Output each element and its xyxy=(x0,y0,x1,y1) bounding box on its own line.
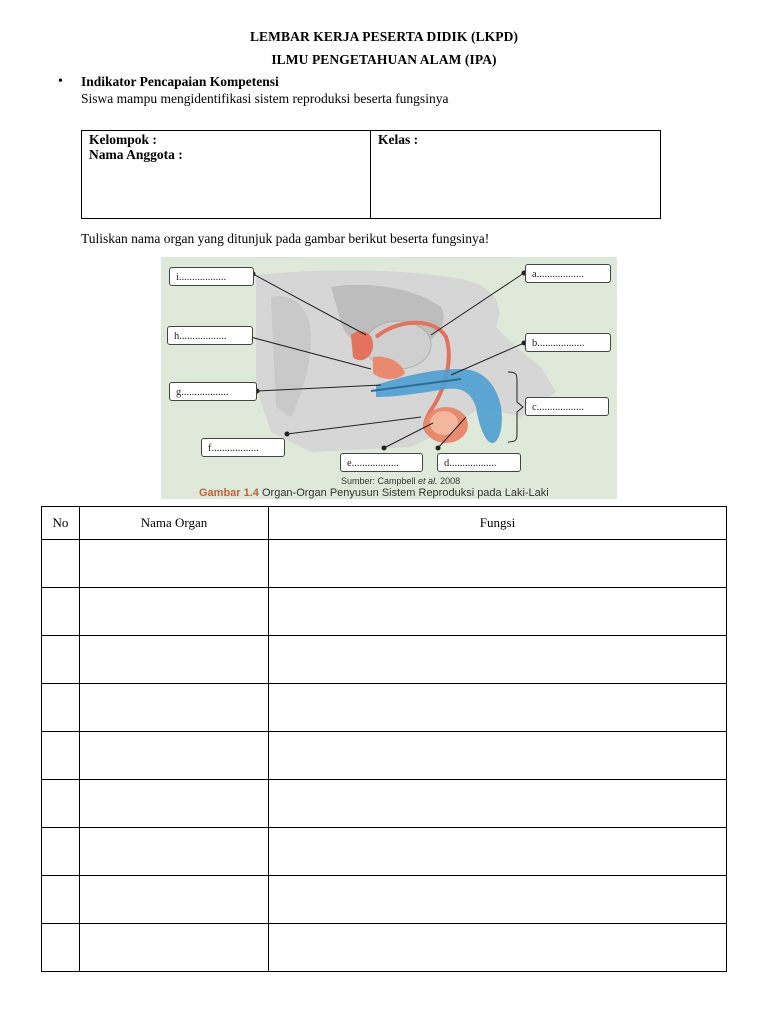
table-row xyxy=(42,684,727,732)
cell-nama-organ[interactable] xyxy=(80,780,269,828)
header-nama-organ: Nama Organ xyxy=(80,507,269,540)
table-row xyxy=(42,732,727,780)
cell-nama-organ[interactable] xyxy=(80,540,269,588)
cell-nama-organ[interactable] xyxy=(80,876,269,924)
cell-fungsi[interactable] xyxy=(269,732,727,780)
cell-no[interactable] xyxy=(42,924,80,972)
label-e[interactable]: e.................. xyxy=(340,453,423,472)
cell-no[interactable] xyxy=(42,828,80,876)
header-fungsi: Fungsi xyxy=(269,507,727,540)
cell-nama-organ[interactable] xyxy=(80,732,269,780)
label-h[interactable]: h.................. xyxy=(167,326,253,345)
worksheet-title: LEMBAR KERJA PESERTA DIDIK (LKPD) xyxy=(249,29,519,44)
bullet-icon: • xyxy=(58,74,63,89)
table-row xyxy=(42,924,727,972)
cell-no[interactable] xyxy=(42,636,80,684)
cell-nama-organ[interactable] xyxy=(80,924,269,972)
cell-fungsi[interactable] xyxy=(269,636,727,684)
cell-fungsi[interactable] xyxy=(269,876,727,924)
figure-caption xyxy=(199,487,549,499)
figure-source: Sumber: Campbell et al. 2008 xyxy=(341,476,461,486)
cell-no[interactable] xyxy=(42,780,80,828)
label-c[interactable]: c.................. xyxy=(525,397,609,416)
kelompok-label: Kelompok : xyxy=(89,132,157,147)
subject-title: ILMU PENGETAHUAN ALAM (IPA) xyxy=(271,52,497,67)
table-row xyxy=(42,540,727,588)
cell-no[interactable] xyxy=(42,588,80,636)
cell-fungsi[interactable] xyxy=(269,828,727,876)
instruction-text: Tuliskan nama organ yang ditunjuk pada gambar berikut beserta fungsinya! xyxy=(81,231,490,246)
cell-no[interactable] xyxy=(42,684,80,732)
table-row xyxy=(42,780,727,828)
organ-function-table xyxy=(41,506,727,972)
cell-fungsi[interactable] xyxy=(269,684,727,732)
cell-fungsi[interactable] xyxy=(269,540,727,588)
indicator-text: Siswa mampu mengidentifikasi sistem reproduksi beserta fungsinya xyxy=(81,91,449,106)
kelas-label: Kelas : xyxy=(378,132,419,147)
table-header-row xyxy=(42,507,727,540)
label-d[interactable]: d.................. xyxy=(437,453,521,472)
group-members-cell[interactable] xyxy=(82,131,371,218)
label-f[interactable]: f.................. xyxy=(201,438,285,457)
label-b[interactable]: b.................. xyxy=(525,333,611,352)
label-a[interactable]: a.................. xyxy=(525,264,611,283)
cell-nama-organ[interactable] xyxy=(80,588,269,636)
table-row xyxy=(42,828,727,876)
cell-fungsi[interactable] xyxy=(269,924,727,972)
table-row xyxy=(42,876,727,924)
cell-fungsi[interactable] xyxy=(269,588,727,636)
caption-number: Gambar 1.4 xyxy=(199,487,259,499)
caption-text: Organ-Organ Penyusun Sistem Reproduksi pada Laki-Laki xyxy=(258,487,549,499)
class-cell[interactable] xyxy=(371,131,660,218)
cell-no[interactable] xyxy=(42,540,80,588)
label-g[interactable]: g.................. xyxy=(169,382,257,401)
indicator-heading: Indikator Pencapaian Kompetensi xyxy=(81,74,279,89)
cell-nama-organ[interactable] xyxy=(80,636,269,684)
cell-nama-organ[interactable] xyxy=(80,684,269,732)
cell-no[interactable] xyxy=(42,876,80,924)
label-i[interactable]: i.................. xyxy=(169,267,254,286)
cell-nama-organ[interactable] xyxy=(80,828,269,876)
table-row xyxy=(42,636,727,684)
cell-fungsi[interactable] xyxy=(269,780,727,828)
cell-no[interactable] xyxy=(42,732,80,780)
nama-anggota-label: Nama Anggota : xyxy=(89,147,183,162)
group-info-box xyxy=(81,130,661,219)
table-row xyxy=(42,588,727,636)
reproductive-system-figure xyxy=(161,257,617,499)
header-no: No xyxy=(42,507,80,540)
